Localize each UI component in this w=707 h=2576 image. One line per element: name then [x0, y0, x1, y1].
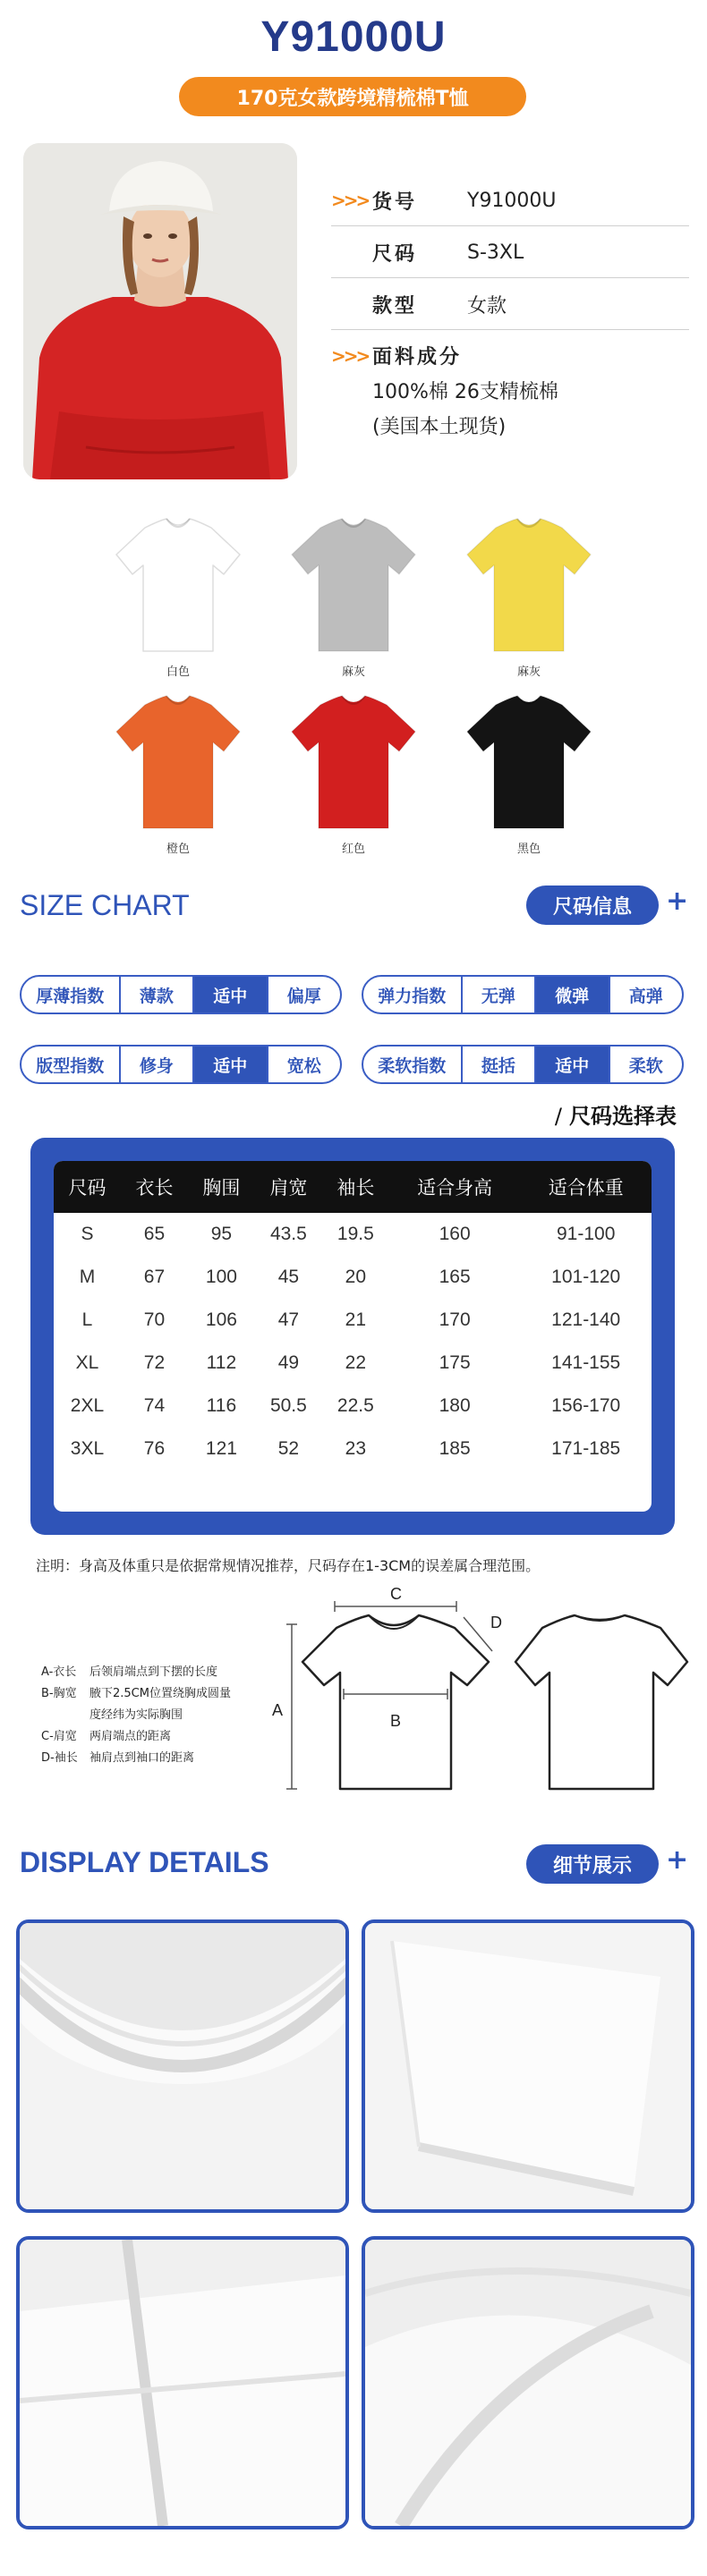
fabric-composition [331, 342, 689, 439]
table-cell: 2XL [70, 1395, 105, 1416]
table-header-cell: 衣长 [121, 1161, 188, 1213]
arrows-icon: >>> [331, 190, 369, 211]
measurement-item [41, 1705, 265, 1726]
measurement-item [41, 1748, 265, 1769]
spec-value: Y91000U [467, 189, 557, 212]
plus-icon: + [666, 1844, 689, 1876]
size-info-badge: 尺码信息 [526, 886, 659, 925]
detail-photo-sleeve [362, 1919, 694, 2213]
table-cell: L [81, 1309, 93, 1330]
table-cell: 67 [143, 1267, 166, 1287]
color-name-label: 黑色 [516, 843, 541, 856]
size-table [54, 1161, 652, 1470]
table-cell: 20 [345, 1267, 367, 1287]
spec-row-fit [331, 279, 689, 330]
table-cell: 43.5 [269, 1224, 307, 1244]
table-cell: 141-155 [551, 1352, 621, 1373]
spec-label: 款型 [372, 294, 418, 318]
size-chart-title: SIZE CHART [20, 889, 190, 921]
table-cell: 100 [205, 1267, 237, 1287]
table-cell: 70 [143, 1309, 166, 1330]
tshirt-color-swatch [277, 685, 430, 837]
tshirt-color-swatch [277, 508, 430, 660]
table-cell: 106 [205, 1309, 237, 1330]
index-option: 修身 [119, 1046, 192, 1082]
table-cell: 112 [206, 1352, 237, 1373]
table-cell: 156-170 [551, 1395, 621, 1416]
table-cell: 121 [205, 1438, 237, 1459]
table-header-cell: 袖长 [322, 1161, 389, 1213]
measurement-key: D-袖长 [41, 1751, 78, 1765]
table-header-cell: 适合身高 [389, 1161, 521, 1213]
index-option: 高弹 [609, 977, 682, 1013]
table-row [54, 1385, 652, 1428]
measurement-key: A-衣长 [41, 1665, 77, 1679]
table-cell: 21 [345, 1309, 367, 1330]
table-cell: S [81, 1224, 94, 1244]
index-label: 版型指数 [36, 1055, 105, 1076]
diagram-label-b: B [390, 1712, 402, 1730]
table-cell: 22 [345, 1352, 367, 1373]
product-subtitle-pill: 170克女款跨境精梳棉T恤 [179, 77, 526, 116]
measurement-item [41, 1726, 265, 1748]
index-option: 无弹 [461, 977, 534, 1013]
color-name-label: 红色 [341, 843, 365, 856]
tshirt-color-swatch [453, 685, 605, 837]
size-select-table-label [555, 1098, 677, 1130]
table-header-cell: 肩宽 [255, 1161, 322, 1213]
table-row [54, 1213, 652, 1256]
details-badge: 细节展示 [526, 1844, 659, 1884]
index-option: 薄款 [119, 977, 192, 1013]
spec-label: 尺码 [372, 242, 418, 266]
detail-photo-hem [16, 2236, 349, 2529]
table-cell: 165 [439, 1267, 471, 1287]
table-cell: 19.5 [336, 1224, 374, 1244]
fabric-label: 面料成分 [372, 346, 463, 369]
table-header-cell: 适合体重 [520, 1161, 652, 1213]
table-cell: 160 [439, 1224, 471, 1244]
table-header-cell: 胸围 [188, 1161, 255, 1213]
index-option: 微弹 [534, 977, 608, 1013]
size-note: 注明：身高及体重只是依据常规情况推荐，尺码存在1-3CM的误差属合理范围。 [36, 1557, 541, 1574]
table-cell: 72 [143, 1352, 166, 1373]
plus-icon: + [666, 886, 689, 917]
table-cell: XL [75, 1352, 99, 1373]
index-option: 偏厚 [267, 977, 340, 1013]
measurement-desc: 两肩端点的距离 [89, 1730, 172, 1743]
table-cell: 52 [277, 1438, 300, 1459]
stretch-index [362, 975, 684, 1014]
table-cell: 49 [277, 1352, 300, 1373]
detail-photo-fabric [362, 2236, 694, 2529]
product-code-title: Y91000U [260, 13, 447, 61]
table-cell: 91-100 [557, 1224, 616, 1244]
color-name-label: 麻灰 [341, 665, 365, 679]
table-row [54, 1342, 652, 1385]
display-details-title: DISPLAY DETAILS [20, 1846, 269, 1878]
table-cell: 121-140 [551, 1309, 621, 1330]
table-cell: 45 [277, 1267, 300, 1287]
spec-row-size [331, 227, 689, 278]
softness-index [362, 1045, 684, 1084]
measurement-desc: 袖肩点到袖口的距离 [89, 1751, 195, 1765]
tshirt-color-swatch [453, 508, 605, 660]
fabric-line-2: (美国本土现货) [372, 416, 507, 438]
tshirt-color-swatch [102, 685, 254, 837]
size-table-frame [30, 1138, 675, 1535]
index-option: 挺括 [461, 1046, 534, 1082]
spec-row-item-code [331, 175, 689, 226]
tshirt-color-swatch [102, 508, 254, 660]
fabric-line-1: 100%棉 26支精梳棉 [372, 381, 558, 403]
index-option: 适中 [192, 977, 266, 1013]
table-header-cell: 尺码 [54, 1161, 121, 1213]
table-cell: 116 [206, 1395, 237, 1416]
table-cell: 170 [439, 1309, 471, 1330]
table-cell: 180 [439, 1395, 471, 1416]
table-cell: 171-185 [551, 1438, 621, 1459]
table-row [54, 1256, 652, 1299]
table-cell: 65 [143, 1224, 166, 1244]
table-row [54, 1428, 652, 1470]
fit-index [20, 1045, 342, 1084]
model-photo [23, 143, 297, 479]
measurement-legend [41, 1662, 265, 1769]
size-select-table-text: 尺码选择表 [569, 1104, 677, 1129]
table-cell: 3XL [70, 1438, 105, 1459]
color-name-label: 麻灰 [516, 665, 541, 679]
table-row [54, 1299, 652, 1342]
table-cell: 101-120 [551, 1267, 621, 1287]
measurement-item [41, 1683, 265, 1705]
thickness-index [20, 975, 342, 1014]
spec-value: 女款 [467, 294, 507, 318]
table-cell: M [79, 1267, 96, 1287]
tshirt-measurement-diagram [268, 1580, 689, 1821]
index-label: 厚薄指数 [36, 986, 105, 1006]
index-label: 弹力指数 [378, 986, 447, 1006]
measurement-desc: 腋下2.5CM位置绕胸成圆量 [89, 1687, 231, 1700]
color-name-label: 橙色 [166, 843, 190, 856]
table-cell: 23 [345, 1438, 367, 1459]
table-cell: 22.5 [336, 1395, 374, 1416]
index-option: 宽松 [267, 1046, 340, 1082]
table-cell: 74 [143, 1395, 166, 1416]
measurement-desc: 度经纬为实际胸围 [89, 1708, 183, 1722]
color-name-label: 白色 [166, 665, 190, 679]
diagram-label-c: C [390, 1585, 402, 1603]
measurement-key: B-胸宽 [41, 1687, 77, 1700]
table-cell: 185 [439, 1438, 471, 1459]
slash-icon: / [554, 1104, 562, 1129]
measurement-key: C-肩宽 [41, 1730, 77, 1743]
size-table-header-row [54, 1161, 652, 1213]
diagram-label-a: A [272, 1701, 284, 1719]
table-cell: 95 [210, 1224, 233, 1244]
index-option: 适中 [534, 1046, 608, 1082]
measurement-desc: 后领肩端点到下摆的长度 [89, 1665, 218, 1679]
table-cell: 50.5 [269, 1395, 307, 1416]
measurement-item [41, 1662, 265, 1683]
spec-value: S-3XL [467, 241, 524, 264]
diagram-label-d: D [490, 1614, 502, 1631]
table-cell: 47 [277, 1309, 300, 1330]
table-cell: 175 [439, 1352, 471, 1373]
arrows-icon: >>> [331, 344, 369, 367]
spec-label: 货号 [372, 191, 418, 214]
index-option: 适中 [192, 1046, 266, 1082]
size-table-card [54, 1161, 652, 1512]
index-option: 柔软 [609, 1046, 682, 1082]
detail-photo-collar [16, 1919, 349, 2213]
index-label: 柔软指数 [378, 1055, 447, 1076]
table-cell: 76 [143, 1438, 166, 1459]
measurement-key [41, 1705, 89, 1726]
